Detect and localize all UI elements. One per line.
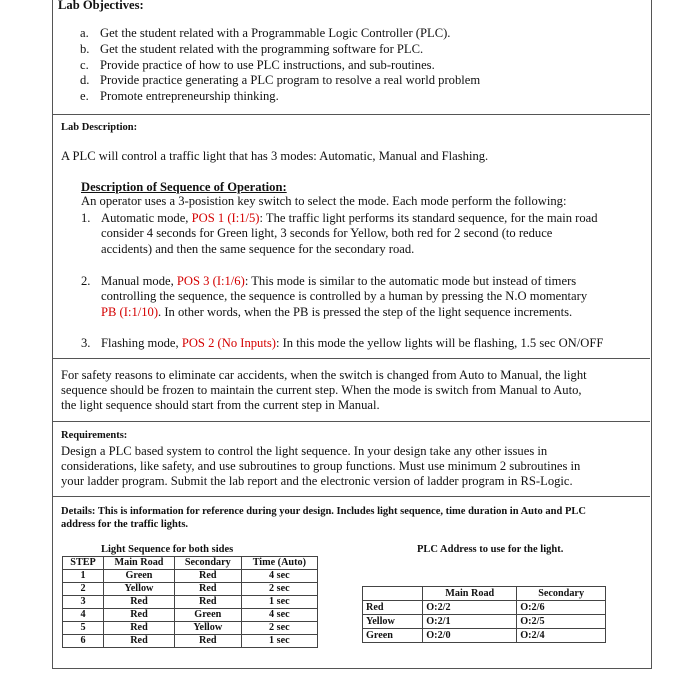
column-header: Main Road <box>423 587 517 601</box>
table-cell: O:2/2 <box>423 601 517 615</box>
table-cell: Red <box>104 622 175 635</box>
column-header: Secondary <box>517 587 606 601</box>
requirements-line-1: Design a PLC based system to control the light sequence. In your design take any other issues in <box>61 444 548 458</box>
table-cell: 2 sec <box>241 583 317 596</box>
mode-2-line-2: controlling the sequence, the sequence is controlled by a human by pressing the N.O momentary <box>101 289 588 303</box>
mode-2-pushbutton: PB (I:1/10) <box>101 305 159 319</box>
table-row <box>63 583 318 596</box>
table-cell: 1 sec <box>241 596 317 609</box>
table-cell: 2 sec <box>241 622 317 635</box>
sequence-intro: An operator uses a 3-posistion key switch to select the mode. Each mode perform the following: <box>81 194 567 208</box>
details-line-2: address for the traffic lights. <box>61 519 189 530</box>
sequence-heading: Description of Sequence of Operation: <box>81 180 287 194</box>
objective-marker: d. <box>80 73 90 87</box>
objective-text: Promote entrepreneurship thinking. <box>100 89 279 103</box>
mode-1-line-1: Automatic mode, POS 1 (I:1/5): The traffic light performs its standard sequence, for the main road <box>101 211 598 225</box>
requirements-line-2: considerations, like safety, and use subroutines to group functions. Must use minimum 2 subroutines in <box>61 459 581 473</box>
safety-line-1: For safety reasons to eliminate car accidents, when the switch is changed from Auto to Manual, the light <box>61 368 587 382</box>
table-header-row <box>363 587 606 601</box>
mode-1-position: POS 1 <box>191 211 225 225</box>
table-cell: Green <box>174 609 241 622</box>
table-cell: Red <box>174 635 241 648</box>
mode-3-position: POS 2 <box>181 336 215 350</box>
table-cell: 4 sec <box>241 609 317 622</box>
sequence-table-title: Light Sequence for both sides <box>101 544 234 555</box>
mode-2-address: (I:1/6) <box>212 274 245 288</box>
objective-text: Get the student related with the programming software for PLC. <box>100 42 424 56</box>
description-intro: A PLC will control a traffic light that has 3 modes: Automatic, Manual and Flashing. <box>61 149 489 163</box>
safety-line-2: sequence should be frozen to maintain the current step. When the mode is switch from Manual to Auto, <box>61 383 582 397</box>
mode-1-line-2: consider 4 seconds for Green light, 3 seconds for Yellow, both red for 2 second (to reduce <box>101 226 553 240</box>
table-row <box>63 635 318 648</box>
column-header: Secondary <box>174 557 241 570</box>
mode-2-line-1: Manual mode, POS 3 (I:1/6): This mode is similar to the automatic mode but instead of timers <box>101 274 577 288</box>
table-cell: Red <box>174 570 241 583</box>
objective-marker: b. <box>80 42 90 56</box>
column-header: STEP <box>63 557 104 570</box>
table-header-row <box>63 557 318 570</box>
table-cell: 2 <box>63 583 104 596</box>
address-table-title: PLC Address to use for the light. <box>417 544 564 555</box>
table-row <box>363 601 606 615</box>
table-row <box>63 596 318 609</box>
objective-text: Provide practice generating a PLC program to resolve a real world problem <box>100 73 481 87</box>
table-cell: 4 <box>63 609 104 622</box>
table-cell: O:2/0 <box>423 629 517 643</box>
table-row <box>363 629 606 643</box>
table-cell: Red <box>174 583 241 596</box>
mode-1-line-3: accidents) and then the same sequence for the secondary road. <box>101 242 415 256</box>
section-divider <box>52 421 650 422</box>
table-cell: Yellow <box>363 615 423 629</box>
table-cell: Red <box>104 596 175 609</box>
table-cell: O:2/1 <box>423 615 517 629</box>
mode-3-address: (No Inputs) <box>217 336 276 350</box>
table-cell: Yellow <box>174 622 241 635</box>
objective-marker: c. <box>80 58 89 72</box>
table-cell: Red <box>104 635 175 648</box>
table-cell: Green <box>104 570 175 583</box>
mode-3-number: 3. <box>81 336 91 350</box>
table-cell: 6 <box>63 635 104 648</box>
table-cell: Yellow <box>104 583 175 596</box>
table-cell: 3 <box>63 596 104 609</box>
table-cell: 1 sec <box>241 635 317 648</box>
details-line-1: Details: This is information for reference during your design. Includes light sequence, time duration in Auto and PLC <box>61 506 586 517</box>
table-cell: Green <box>363 629 423 643</box>
table-row <box>63 609 318 622</box>
plc-address-table <box>362 586 606 643</box>
table-cell: O:2/4 <box>517 629 606 643</box>
column-header: Time (Auto) <box>241 557 317 570</box>
mode-2-line-3: PB (I:1/10). In other words, when the PB is pressed the step of the light sequence increments. <box>101 305 573 319</box>
section-divider <box>52 496 650 497</box>
requirements-line-3: your ladder program. Submit the lab report and the electronic version of ladder program in RS-Logic. <box>61 474 573 488</box>
requirements-heading: Requirements: <box>61 430 128 441</box>
column-header: Main Road <box>104 557 175 570</box>
mode-2-position: POS 3 <box>176 274 210 288</box>
column-header <box>363 587 423 601</box>
mode-3-line-1: Flashing mode, POS 2 (No Inputs): In this mode the yellow lights will be flashing, 1.5 sec ON/OFF <box>101 336 604 350</box>
objective-text: Get the student related with a Programmable Logic Controller (PLC). <box>100 26 451 40</box>
description-heading: Lab Description: <box>61 122 138 133</box>
objectives-heading: Lab Objectives: <box>58 0 144 12</box>
table-row <box>363 615 606 629</box>
mode-1-number: 1. <box>81 211 91 225</box>
mode-2-number: 2. <box>81 274 91 288</box>
objective-text: Provide practice of how to use PLC instructions, and sub-routines. <box>100 58 435 72</box>
section-divider <box>52 114 650 115</box>
table-cell: 4 sec <box>241 570 317 583</box>
safety-line-3: the light sequence should start from the current step in Manual. <box>61 398 380 412</box>
table-cell: 1 <box>63 570 104 583</box>
table-cell: Red <box>363 601 423 615</box>
light-sequence-table <box>62 556 318 648</box>
mode-1-address: (I:1/5) <box>227 211 260 225</box>
objective-marker: a. <box>80 26 89 40</box>
table-cell: O:2/5 <box>517 615 606 629</box>
table-cell: Red <box>104 609 175 622</box>
table-cell: O:2/6 <box>517 601 606 615</box>
table-row <box>63 622 318 635</box>
table-row <box>63 570 318 583</box>
section-divider <box>52 358 650 359</box>
objective-marker: e. <box>80 89 89 103</box>
table-cell: Red <box>174 596 241 609</box>
table-cell: 5 <box>63 622 104 635</box>
